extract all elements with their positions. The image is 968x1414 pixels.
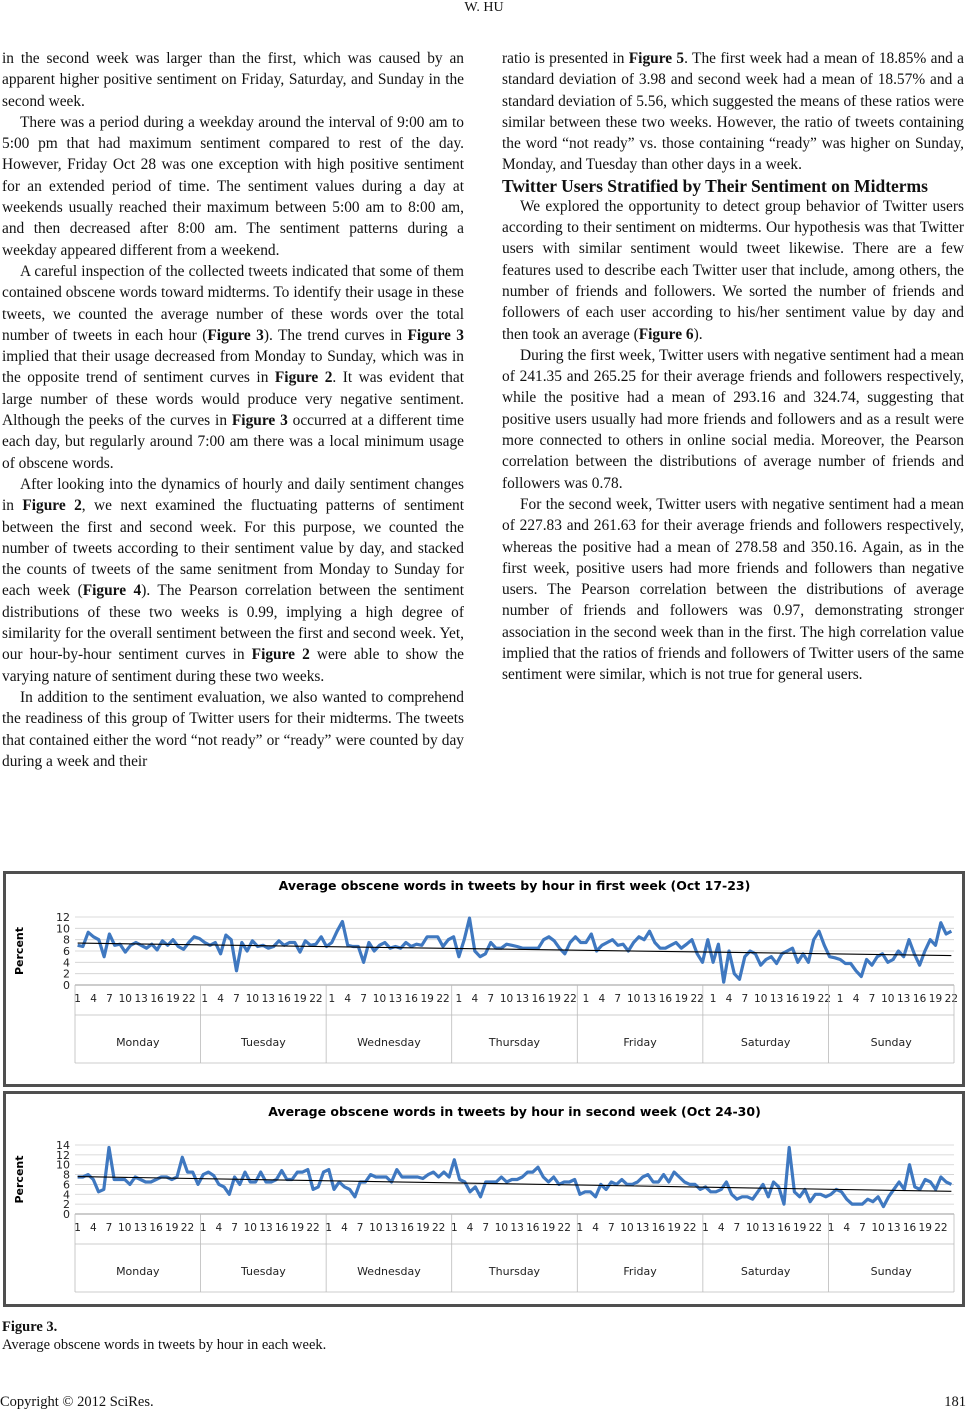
hour-tick-label: 19 xyxy=(928,993,943,1005)
hour-tick-label: 19 xyxy=(293,993,307,1005)
hour-tick-label: 7 xyxy=(106,993,113,1005)
hour-tick-label: 1 xyxy=(836,993,844,1005)
section-heading: Twitter Users Stratified by Their Sentiment on Midterms xyxy=(502,175,928,196)
hour-tick-label: 16 xyxy=(902,1222,917,1234)
hour-tick-label: 19 xyxy=(801,993,816,1005)
hour-tick-label: 16 xyxy=(150,993,164,1005)
y-tick-label: 10 xyxy=(56,1158,70,1172)
copyright-footer: Copyright © 2012 SciRes. xyxy=(0,1394,154,1410)
chart-title: Average obscene words in tweets by hour in second week (Oct 24-30) xyxy=(268,1104,761,1119)
day-label: Tuesday xyxy=(240,1036,286,1049)
hour-tick-label: 7 xyxy=(233,993,240,1005)
hour-tick-label: 13 xyxy=(388,993,403,1005)
text-run: were able to show the varying nature of sentiment during these two weeks. xyxy=(2,646,465,685)
hour-tick-label: 1 xyxy=(74,993,81,1005)
day-label: Friday xyxy=(623,1036,657,1049)
hour-tick-label: 4 xyxy=(471,993,479,1005)
hour-tick-label: 10 xyxy=(881,993,895,1005)
hour-tick-label: 13 xyxy=(897,993,911,1005)
hour-tick-label: 10 xyxy=(499,993,514,1005)
hour-tick-label: 22 xyxy=(934,1222,948,1234)
paragraph xyxy=(2,261,464,474)
y-tick-label: 12 xyxy=(56,911,70,924)
figure-reference: Figure 3 xyxy=(207,326,264,344)
hour-tick-label: 16 xyxy=(526,1222,540,1234)
hour-tick-label: 19 xyxy=(420,993,434,1005)
hour-tick-label: 16 xyxy=(651,1222,666,1234)
hour-tick-label: 4 xyxy=(90,993,97,1005)
hour-tick-label: 4 xyxy=(852,993,860,1005)
y-tick-label: 6 xyxy=(63,1178,70,1192)
hour-tick-label: 16 xyxy=(777,1222,791,1234)
hour-tick-label: 10 xyxy=(494,1222,509,1234)
day-label: Tuesday xyxy=(240,1265,286,1278)
hour-tick-label: 22 xyxy=(817,993,831,1005)
hour-tick-label: 13 xyxy=(642,993,657,1005)
hour-tick-label: 10 xyxy=(754,993,768,1005)
y-tick-label: 2 xyxy=(63,967,70,981)
y-tick-label: 2 xyxy=(63,1198,70,1212)
y-tick-label: 8 xyxy=(63,1168,70,1182)
y-tick-label: 8 xyxy=(63,933,70,947)
hour-tick-label: 7 xyxy=(487,993,495,1005)
hour-tick-label: 4 xyxy=(215,1222,223,1234)
figure-reference: Figure 5 xyxy=(628,50,685,67)
hour-tick-label: 4 xyxy=(217,993,224,1005)
hour-tick-label: 13 xyxy=(259,1222,273,1234)
y-tick-label: 14 xyxy=(56,1139,70,1152)
hour-tick-label: 7 xyxy=(859,1222,866,1234)
hour-tick-label: 16 xyxy=(149,1222,163,1234)
y-tick-label: 12 xyxy=(56,1148,70,1162)
figure-reference: Figure 3 xyxy=(231,412,288,430)
figure-reference: Figure 2 xyxy=(274,369,333,387)
hour-tick-label: 1 xyxy=(455,993,463,1005)
hour-tick-label: 4 xyxy=(344,993,352,1005)
hour-tick-label: 22 xyxy=(563,993,577,1005)
text-run: ). The trend curves in xyxy=(263,326,408,344)
text-run: We explored the opportunity to detect group behavior of Twitter users according to their sentiment on midterms. Our hypothesis was that Twitter users with similar sentiment would tweet likewise. There are a few features used to describe each Twitter user that include, among others, the number of friends and followers. We sorted the number of friends and followers of each user according to his/her sentiment value by day and then took an average ( xyxy=(502,197,964,343)
data-series-line xyxy=(78,918,952,982)
hour-tick-label: 16 xyxy=(531,993,546,1005)
hour-tick-label: 1 xyxy=(450,1222,458,1234)
hour-tick-label: 4 xyxy=(466,1222,474,1234)
hour-tick-label: 1 xyxy=(709,993,717,1005)
text-run: . It was evident that large number of these words would produce very negative sentiment. Although the peeks of the curves in xyxy=(2,369,464,430)
hour-tick-label: 10 xyxy=(871,1222,885,1234)
hour-tick-label: 13 xyxy=(887,1222,901,1234)
day-label: Sunday xyxy=(870,1265,912,1278)
hour-tick-label: 1 xyxy=(582,993,590,1005)
hour-tick-label: 1 xyxy=(576,1222,584,1234)
day-label: Saturday xyxy=(740,1036,791,1049)
day-label: Wednesday xyxy=(357,1036,421,1049)
y-axis-label: Percent xyxy=(13,1155,26,1204)
hour-tick-label: 13 xyxy=(515,993,530,1005)
text-run: . The first week had a mean of 18.85% and a standard deviation of 3.98 and second week had a mean of 18.57% and a standard deviation of 5.56, which suggested the means of these ratios were similar between these two weeks. However, the ratio of tweets containing the word “not ready” vs. those containing “ready” was higher on Sunday, Monday, and Tuesday than other days in a week. xyxy=(502,50,964,174)
hour-tick-label: 13 xyxy=(761,1222,775,1234)
hour-tick-label: 7 xyxy=(614,993,622,1005)
y-axis-label: Percent xyxy=(13,926,26,976)
hour-tick-label: 1 xyxy=(201,993,209,1005)
page-number: 181 xyxy=(944,1394,966,1410)
text-run: implied that their usage decreased from Monday to Sunday, which was in the opposite trend of sentiment curves in xyxy=(2,348,464,387)
text-run: occurred at a different time each day, but regularly around 7:00 am there was a local minimum usage of obscene words. xyxy=(2,412,464,472)
hour-tick-label: 19 xyxy=(667,1222,681,1234)
hour-tick-label: 7 xyxy=(105,1222,113,1234)
hour-tick-label: 7 xyxy=(868,993,876,1005)
hour-tick-label: 22 xyxy=(557,1222,571,1234)
y-tick-label: 4 xyxy=(63,956,70,970)
hour-tick-label: 4 xyxy=(717,1222,725,1234)
hour-tick-label: 4 xyxy=(725,993,733,1005)
day-label: Sunday xyxy=(870,1036,912,1049)
hour-tick-label: 10 xyxy=(369,1222,383,1234)
hour-tick-label: 10 xyxy=(620,1222,634,1234)
hour-tick-label: 7 xyxy=(356,1222,364,1234)
figure-caption-text: Average obscene words in tweets by hour in each week. xyxy=(2,1337,327,1353)
text-run: After looking into the dynamics of hourly and daily sentiment changes in xyxy=(2,475,464,515)
hour-tick-label: 13 xyxy=(769,993,784,1005)
hour-tick-label: 19 xyxy=(547,993,561,1005)
hour-tick-label: 7 xyxy=(741,993,749,1005)
hour-tick-label: 19 xyxy=(166,993,180,1005)
hour-tick-label: 13 xyxy=(261,993,275,1005)
hour-tick-label: 10 xyxy=(626,993,641,1005)
running-head: W. HU xyxy=(464,0,504,15)
text-run: , we next examined the fluctuating patterns of sentiment between the first and second week. For this purpose, we counted the number of tweets according to their sentiment value by day, and stacked the counts of tweets of the same senitment from Monday to Sunday for each week ( xyxy=(2,497,464,600)
y-tick-label: 4 xyxy=(63,1188,70,1202)
y-tick-label: 6 xyxy=(63,945,70,958)
text-run: ratio is presented in xyxy=(502,50,629,67)
hour-tick-label: 13 xyxy=(510,1222,524,1234)
hour-tick-label: 4 xyxy=(592,1222,599,1234)
paragraph xyxy=(502,196,964,345)
hour-tick-label: 4 xyxy=(598,993,606,1005)
hour-tick-label: 22 xyxy=(306,1222,320,1234)
hour-tick-label: 19 xyxy=(918,1222,932,1234)
paragraph: For the second week, Twitter users with negative sentiment had a mean of 227.83 and 261.63 for their average friends and followers respectively, whereas the positive had a mean of 278.58 and 350.16. Again, as in the first week, positive users had more friends and followers than negative users. The Pearson correlation between the distributions of average number of friends and followers was 0.97, demonstrating stronger association in the second week than in the first. The high correlation value implied that the ratios of friends and followers of Twitter users of the same sentiment were similar, which is not true for general users. xyxy=(502,495,964,684)
hour-tick-label: 1 xyxy=(702,1222,709,1234)
paragraph: There was a period during a weekday around the interval of 9:00 am to 5:00 pm that had maximum sentiment compared to rest of the day. However, Friday Oct 28 was one exception with high positive sentiment for an extended period of time. The sentiment values during a day at weekends usually reached their maximum between 5:00 am to 8:00 am, and then decreased after 8:00 am. The sentiment patterns during a weekday appeared different from a weekend. xyxy=(2,113,464,259)
hour-tick-label: 7 xyxy=(231,1222,238,1234)
hour-tick-label: 10 xyxy=(243,1222,257,1234)
right-column xyxy=(502,48,964,686)
hour-tick-label: 16 xyxy=(658,993,673,1005)
hour-tick-label: 10 xyxy=(245,993,260,1005)
day-label: Thursday xyxy=(488,1036,541,1049)
data-series-line xyxy=(78,1148,952,1207)
hour-tick-label: 1 xyxy=(827,1222,835,1234)
hour-tick-label: 19 xyxy=(541,1222,556,1234)
hour-tick-label: 19 xyxy=(792,1222,807,1234)
hour-tick-label: 4 xyxy=(843,1222,851,1234)
hour-tick-label: 22 xyxy=(182,993,196,1005)
day-label: Monday xyxy=(116,1036,160,1049)
hour-tick-label: 13 xyxy=(636,1222,650,1234)
hour-tick-label: 22 xyxy=(808,1222,823,1234)
figure-reference: Figure 2 xyxy=(22,497,82,515)
figure-reference: Figure 4 xyxy=(82,582,142,600)
chart-panel-week2 xyxy=(3,1091,965,1307)
figure-reference: Figure 3 xyxy=(407,326,464,344)
hour-tick-label: 4 xyxy=(89,1222,97,1234)
hour-tick-label: 7 xyxy=(607,1222,615,1234)
y-tick-label: 0 xyxy=(63,979,70,992)
chart-week1 xyxy=(6,874,962,1084)
hour-tick-label: 19 xyxy=(290,1222,305,1234)
hour-tick-label: 22 xyxy=(944,993,959,1005)
hour-tick-label: 16 xyxy=(400,1222,414,1234)
y-tick-label: 10 xyxy=(56,922,70,936)
hour-tick-label: 13 xyxy=(384,1222,399,1234)
hour-tick-label: 7 xyxy=(360,993,367,1005)
figure-caption xyxy=(2,1318,326,1354)
paragraph: In addition to the sentiment evaluation, we also wanted to comprehend the readiness of this group of Twitter users for their midterms. The tweets that contained either the word “not ready” or “ready” were counted by day during a week and their xyxy=(2,688,464,770)
day-label: Thursday xyxy=(488,1265,541,1278)
hour-tick-label: 1 xyxy=(74,1222,81,1234)
day-label: Monday xyxy=(116,1265,160,1278)
text-run: ). The Pearson correlation between the sentiment distributions of these two weeks is 0.99, implying a high degree of similarity for the overall sentiment between the first and second week. Yet, our hour-by-hour sentiment curves in xyxy=(2,582,465,664)
hour-tick-label: 1 xyxy=(199,1222,207,1234)
text-run: A careful inspection of the collected tweets indicated that some of them contained obscene words toward midterms. To identify their usage in these tweets, we counted the average number of these words over the total number of tweets in each hour ( xyxy=(2,262,464,344)
hour-tick-label: 16 xyxy=(277,993,291,1005)
figure-reference: Figure 2 xyxy=(251,646,310,664)
y-tick-label: 0 xyxy=(63,1208,70,1221)
hour-tick-label: 4 xyxy=(341,1222,348,1234)
hour-tick-label: 13 xyxy=(133,1222,148,1234)
hour-tick-label: 1 xyxy=(328,993,336,1005)
hour-tick-label: 22 xyxy=(690,993,704,1005)
paragraph xyxy=(2,474,464,687)
paragraph xyxy=(502,48,964,176)
day-label: Friday xyxy=(623,1265,657,1278)
hour-tick-label: 7 xyxy=(482,1222,490,1234)
hour-tick-label: 16 xyxy=(404,993,418,1005)
paragraph: During the first week, Twitter users with negative sentiment had a mean of 241.35 and 265.25 for their average friends and followers respectively, while the positive had a mean of 293.16 and 324.74, suggesting that positive users usually had more friends and followers and as a result were more connected to others in online social media. Moreover, the Pearson correlation between the distributions of average number of friends and followers was 0.78. xyxy=(502,346,964,492)
hour-tick-label: 16 xyxy=(912,993,927,1005)
hour-tick-label: 16 xyxy=(785,993,800,1005)
figure-reference: Figure 6 xyxy=(638,325,694,343)
chart-title: Average obscene words in tweets by hour in first week (Oct 17-23) xyxy=(278,878,751,893)
chart-panel-week1 xyxy=(3,871,965,1087)
hour-tick-label: 13 xyxy=(134,993,148,1005)
hour-tick-label: 22 xyxy=(436,993,450,1005)
hour-tick-label: 22 xyxy=(683,1222,697,1234)
hour-tick-label: 10 xyxy=(118,993,132,1005)
left-column xyxy=(2,48,464,772)
hour-tick-label: 22 xyxy=(180,1222,195,1234)
hour-tick-label: 19 xyxy=(674,993,688,1005)
hour-tick-label: 22 xyxy=(431,1222,446,1234)
hour-tick-label: 7 xyxy=(733,1222,741,1234)
text-run: ). xyxy=(693,325,703,343)
figure-caption-label: Figure 3. xyxy=(2,1319,58,1335)
hour-tick-label: 19 xyxy=(165,1222,179,1234)
hour-tick-label: 10 xyxy=(745,1222,760,1234)
hour-tick-label: 19 xyxy=(416,1222,430,1234)
hour-tick-label: 10 xyxy=(118,1222,132,1234)
paragraph: in the second week was larger than the first, which was caused by an apparent higher positive sentiment on Friday, Saturday, and Sunday in the second week. xyxy=(2,50,464,110)
day-label: Saturday xyxy=(740,1265,791,1278)
hour-tick-label: 16 xyxy=(274,1222,289,1234)
hour-tick-label: 10 xyxy=(372,993,387,1005)
hour-tick-label: 22 xyxy=(309,993,323,1005)
day-label: Wednesday xyxy=(357,1265,421,1278)
chart-week2 xyxy=(6,1094,962,1304)
hour-tick-label: 1 xyxy=(325,1222,333,1234)
